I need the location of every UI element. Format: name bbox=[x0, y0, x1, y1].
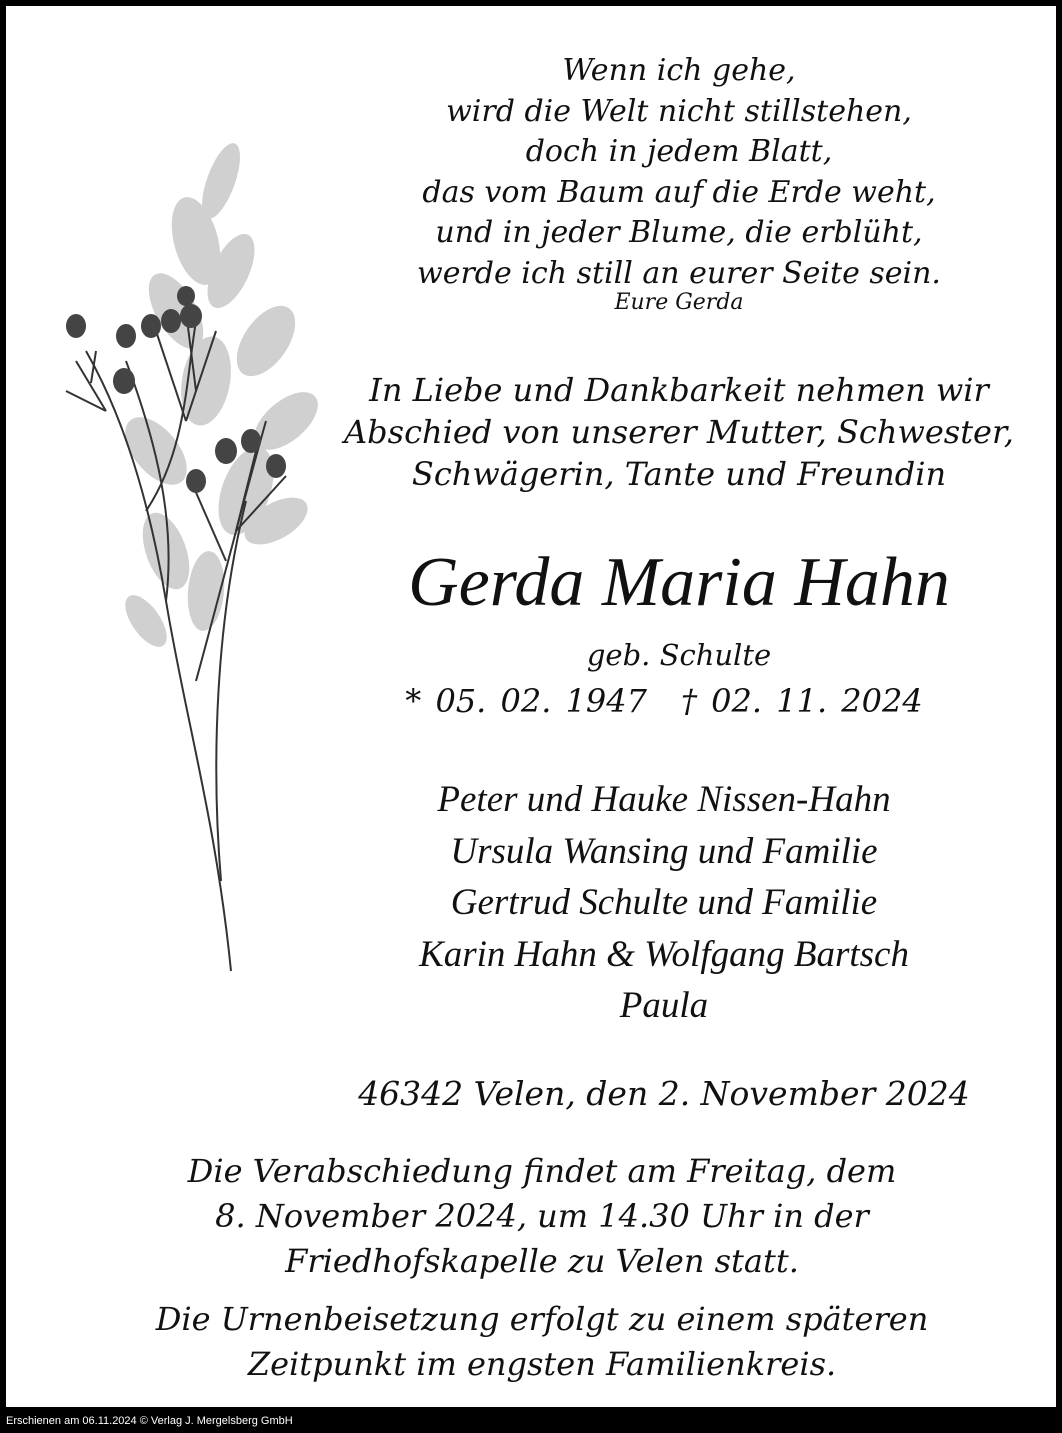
service-info bbox=[106, 1149, 978, 1284]
urn-burial-info bbox=[96, 1297, 988, 1387]
intro-line: Schwägerin, Tante und Freundin bbox=[411, 455, 947, 493]
publication-footer: Erschienen am 06.11.2024 © Verlag J. Mergelsberg GmbH bbox=[6, 1415, 293, 1427]
poem-signature: Eure Gerda bbox=[614, 290, 744, 315]
urn-line: Zeitpunkt im engsten Familienkreis. bbox=[247, 1345, 837, 1383]
mourner: Paula bbox=[619, 985, 709, 1026]
urn-line: Die Urnenbeisetzung erfolgt zu einem späteren bbox=[155, 1300, 929, 1338]
death-date: † 02. 11. 2024 bbox=[681, 682, 923, 720]
poem bbox=[336, 51, 1022, 294]
mourner: Peter und Hauke Nissen-Hahn bbox=[437, 779, 891, 820]
poem-line: wird die Welt nicht stillstehen, bbox=[446, 93, 912, 129]
dried-flower-illustration bbox=[46, 121, 346, 981]
service-line: Friedhofskapelle zu Velen statt. bbox=[285, 1242, 799, 1280]
poem-line: und in jeder Blume, die erblüht, bbox=[435, 215, 923, 250]
birth-date: * 05. 02. 1947 bbox=[405, 682, 647, 720]
service-line: Die Verabschiedung findet am Freitag, dem bbox=[187, 1152, 897, 1190]
mourner: Ursula Wansing und Familie bbox=[450, 830, 878, 872]
place-date: 46342 Velen, den 2. November 2024 bbox=[358, 1074, 970, 1113]
birth-name: geb. Schulte bbox=[586, 638, 772, 672]
mourners-list bbox=[306, 774, 1022, 1032]
obituary-notice bbox=[6, 6, 1056, 1407]
mourner: Karin Hahn & Wolfgang Bartsch bbox=[419, 933, 909, 975]
life-dates bbox=[306, 680, 1022, 722]
deceased-name: Gerda Maria Hahn bbox=[408, 544, 950, 621]
poem-line: das vom Baum auf die Erde weht, bbox=[422, 174, 936, 210]
intro-line: Abschied von unserer Mutter, Schwester, bbox=[344, 413, 1014, 451]
mourner: Gertrud Schulte und Familie bbox=[450, 882, 878, 923]
poem-line: doch in jedem Blatt, bbox=[525, 134, 833, 169]
poem-line: Wenn ich gehe, bbox=[562, 53, 796, 88]
poem-line: werde ich still an eurer Seite sein. bbox=[417, 255, 941, 291]
farewell-intro bbox=[306, 369, 1052, 495]
intro-line: In Liebe und Dankbarkeit nehmen wir bbox=[369, 371, 989, 409]
service-line: 8. November 2024, um 14.30 Uhr in der bbox=[215, 1197, 869, 1235]
